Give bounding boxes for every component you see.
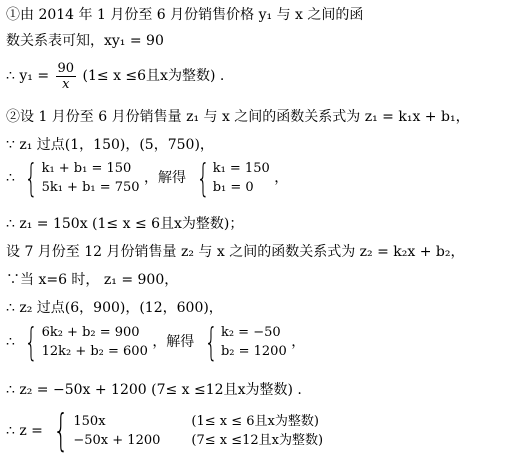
system-2-row-2: 12k₂ + b₂ = 600 — [41, 344, 148, 359]
line-11 — [6, 322, 305, 362]
system-1-row-1: k₁ + b₁ = 150 — [41, 161, 132, 176]
line-2: 数关系表可知，xy₁ = 90 — [6, 33, 164, 49]
solution-system-2 — [199, 320, 287, 364]
left-brace: { — [204, 320, 218, 364]
equation-system-2 — [19, 320, 148, 364]
left-brace: { — [53, 405, 70, 456]
line-9: ∵当 x=6 时， z₁ = 900， — [6, 272, 179, 288]
solution-1-row-2: b₁ = 0 — [212, 180, 254, 195]
line-13-lhs: ∴ z = — [6, 423, 43, 439]
piece-1 — [73, 412, 323, 431]
piece-1-expression: 150x — [73, 414, 106, 429]
line-10: ∴ z₂ 过点(6，900)，(12，600)， — [6, 300, 223, 316]
line-3-condition: (1≤ x ≤6且x为整数) . — [82, 68, 225, 84]
comma: ， — [291, 334, 306, 350]
solution-2-row-2: b₂ = 1200 — [220, 344, 287, 359]
line-12: ∴ z₂ = −50x + 1200 (7≤ x ≤12且x为整数) . — [6, 382, 302, 398]
piece-2 — [73, 431, 323, 450]
solution-2-row-1: k₂ = −50 — [220, 325, 281, 340]
left-brace: { — [24, 320, 39, 364]
solution-1-row-1: k₁ = 150 — [212, 161, 270, 176]
line-4: ②设 1 月份至 6 月份销售量 z₁ 与 x 之间的函数关系式为 z₁ = k₁x + b₁， — [6, 109, 470, 125]
line-6 — [6, 158, 288, 198]
left-brace: { — [195, 156, 210, 200]
line-13 — [6, 405, 324, 456]
fraction-numerator: 90 — [57, 60, 75, 76]
piecewise-function — [47, 405, 324, 456]
line-7: ∴ z₁ = 150x (1≤ x ≤ 6且x为整数)； — [6, 216, 244, 232]
equation-system-1 — [19, 156, 140, 200]
solve-label: ，解得 — [144, 170, 187, 186]
comma: ， — [274, 170, 289, 186]
solve-label: ，解得 — [152, 334, 195, 350]
line-1: ①由 2014 年 1 月份至 6 月份销售价格 y₁ 与 x 之间的函 — [6, 7, 364, 23]
piece-2-expression: −50x + 1200 — [73, 433, 161, 448]
line-8: 设 7 月份至 12 月份销售量 z₂ 与 x 之间的函数关系式为 z₂ = k₂x + b₂， — [6, 244, 465, 260]
therefore-symbol: ∴ — [6, 170, 15, 186]
system-2-row-1: 6k₂ + b₂ = 900 — [41, 325, 140, 340]
line-3-lhs: ∴ y₁ = — [6, 68, 50, 84]
fraction-denominator: x — [62, 76, 70, 92]
therefore-symbol: ∴ — [6, 334, 15, 350]
piece-2-condition: (7≤ x ≤12且x为整数) — [191, 433, 324, 448]
fraction-90-over-x — [56, 61, 77, 92]
left-brace: { — [24, 156, 39, 200]
solution-system-1 — [191, 156, 270, 200]
system-1-row-2: 5k₁ + b₁ = 750 — [41, 180, 140, 195]
line-5: ∵ z₁ 过点(1，150)，(5，750)， — [6, 137, 214, 153]
piece-1-condition: (1≤ x ≤ 6且x为整数) — [191, 414, 319, 429]
line-3 — [6, 60, 224, 92]
